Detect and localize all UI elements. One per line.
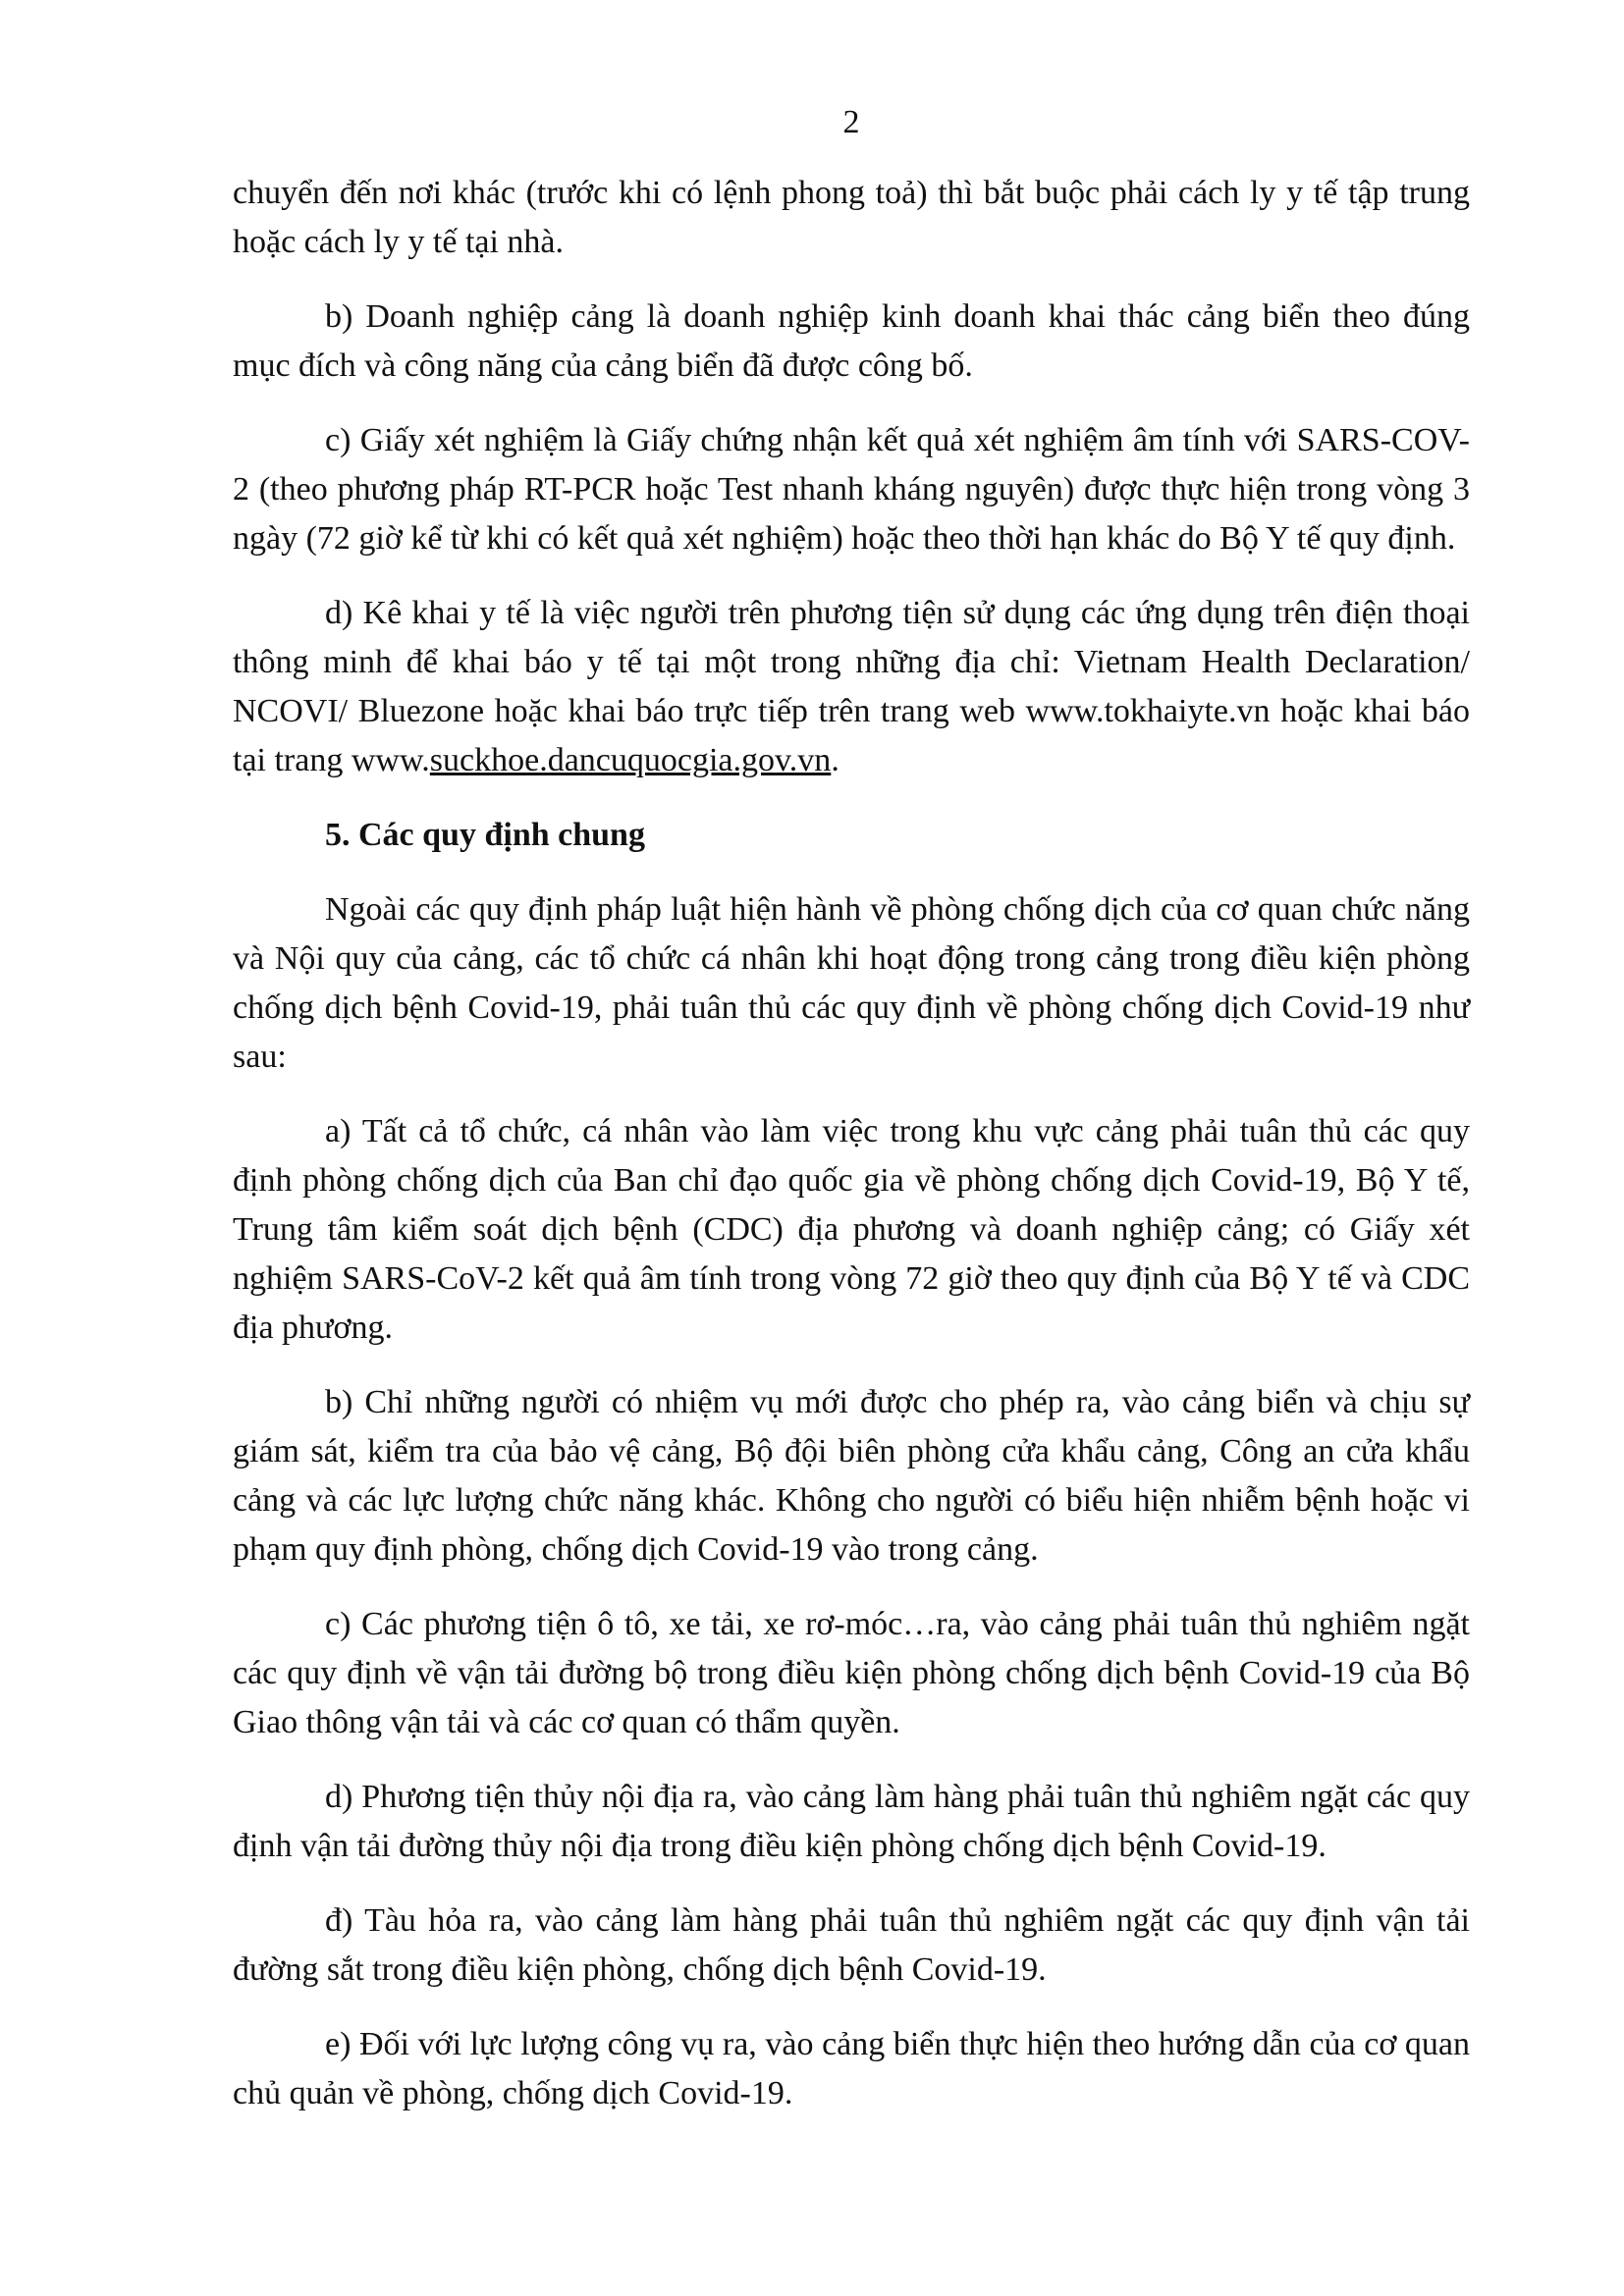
page-number: 2 bbox=[842, 104, 860, 140]
paragraph-definition-d bbox=[233, 589, 1470, 785]
section-heading: 5. Các quy định chung bbox=[325, 817, 645, 853]
paragraph-d-text: d) Kê khai y tế là việc người trên phương tiện sử dụng các ứng dụng trên điện thoại thông minh để khai báo y tế tại một trong những địa chỉ: Vietnam Health Declaration/ NCOVI/ Bluezone hoặc khai báo trực tiếp trên trang web www.tokhaiyte.vn hoặc khai báo tại trang www. bbox=[233, 595, 1470, 778]
paragraph-continuation: chuyển đến nơi khác (trước khi có lệnh phong toả) thì bắt buộc phải cách ly y tế tập trung hoặc cách ly y tế tại nhà. bbox=[233, 175, 1470, 260]
health-declaration-link[interactable]: suckhoe.dancuquocgia.gov.vn bbox=[429, 742, 832, 778]
paragraph-intro: Ngoài các quy định pháp luật hiện hành về phòng chống dịch của cơ quan chức năng và Nội quy của cảng, các tổ chức cá nhân khi hoạt động trong cảng trong điều kiện phòng chống dịch bệnh Covid-19, phải tuân thủ các quy định về phòng chống dịch Covid-19 như sau: bbox=[233, 891, 1470, 1075]
paragraph-rule-dd: đ) Tàu hỏa ra, vào cảng làm hàng phải tuân thủ nghiêm ngặt các quy định vận tải đường sắt trong điều kiện phòng, chống dịch bệnh Covid-19. bbox=[233, 1902, 1470, 1988]
paragraph-definition-c: c) Giấy xét nghiệm là Giấy chứng nhận kết quả xét nghiệm âm tính với SARS-COV-2 (theo phương pháp RT-PCR hoặc Test nhanh kháng nguyên) được thực hiện trong vòng 3 ngày (72 giờ kể từ khi có kết quả xét nghiệm) hoặc theo thời hạn khác do Bộ Y tế quy định. bbox=[233, 422, 1470, 557]
paragraph-d-end: . bbox=[831, 742, 839, 778]
paragraph-rule-b: b) Chỉ những người có nhiệm vụ mới được cho phép ra, vào cảng biển và chịu sự giám sát, kiểm tra của bảo vệ cảng, Bộ đội biên phòng cửa khẩu cảng, Công an cửa khẩu cảng và các lực lượng chức năng khác. Không cho người có biểu hiện nhiễm bệnh hoặc vi phạm quy định phòng, chống dịch Covid-19 vào trong cảng. bbox=[233, 1384, 1470, 1568]
paragraph-rule-c: c) Các phương tiện ô tô, xe tải, xe rơ-móc…ra, vào cảng phải tuân thủ nghiêm ngặt các quy định về vận tải đường bộ trong điều kiện phòng chống dịch bệnh Covid-19 của Bộ Giao thông vận tải và các cơ quan có thẩm quyền. bbox=[233, 1606, 1470, 1740]
paragraph-rule-d: d) Phương tiện thủy nội địa ra, vào cảng làm hàng phải tuân thủ nghiêm ngặt các quy định vận tải đường thủy nội địa trong điều kiện phòng chống dịch bệnh Covid-19. bbox=[233, 1779, 1470, 1864]
paragraph-rule-a: a) Tất cả tổ chức, cá nhân vào làm việc trong khu vực cảng phải tuân thủ các quy định phòng chống dịch của Ban chỉ đạo quốc gia về phòng chống dịch Covid-19, Bộ Y tế, Trung tâm kiểm soát dịch bệnh (CDC) địa phương và doanh nghiệp cảng; có Giấy xét nghiệm SARS-CoV-2 kết quả âm tính trong vòng 72 giờ theo quy định của Bộ Y tế và CDC địa phương. bbox=[233, 1113, 1470, 1346]
document-page bbox=[233, 98, 1470, 2144]
paragraph-definition-b: b) Doanh nghiệp cảng là doanh nghiệp kinh doanh khai thác cảng biển theo đúng mục đích và công năng của cảng biển đã được công bố. bbox=[233, 298, 1470, 384]
paragraph-rule-e: e) Đối với lực lượng công vụ ra, vào cảng biển thực hiện theo hướng dẫn của cơ quan chủ quản về phòng, chống dịch Covid-19. bbox=[233, 2026, 1470, 2111]
